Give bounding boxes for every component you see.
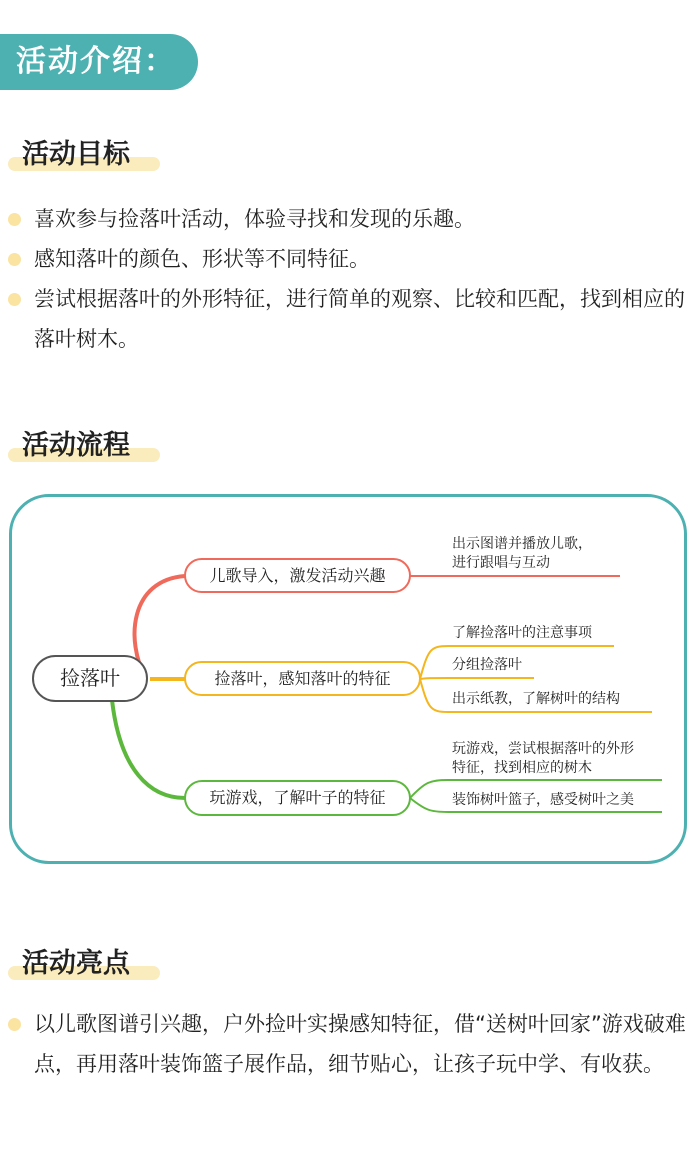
mindmap-leaf-1-2: 出示纸教，了解树叶的结构 [452, 691, 620, 707]
goals-title: 活动目标 [22, 139, 130, 170]
connector-branch-2 [112, 700, 185, 798]
bullet-dot-icon [8, 1018, 21, 1031]
mindmap-branch-2: 玩游戏，了解叶子的特征 [184, 780, 411, 816]
connector-leaf-1-1 [420, 678, 534, 679]
highlights-list [8, 1004, 688, 1084]
mindmap-branch-1: 捡落叶，感知落叶的特征 [184, 661, 421, 696]
mindmap-leaf-2-0: 玩游戏，尝试根据落叶的外形 特征，找到相应的树木 [452, 741, 634, 776]
mindmap-leaf-2-1: 装饰树叶篮子，感受树叶之美 [452, 792, 634, 808]
list-item: 感知落叶的颜色、形状等不同特征。 [8, 239, 688, 279]
process-title: 活动流程 [22, 430, 130, 461]
list-item: 尝试根据落叶的外形特征，进行简单的观察、比较和匹配，找到相应的落叶树木。 [8, 279, 688, 359]
mindmap-leaf-1-1: 分组捡落叶 [452, 657, 522, 673]
mindmap-leaf-1-0: 了解捡落叶的注意事项 [452, 625, 592, 641]
list-item: 喜欢参与捡落叶活动，体验寻找和发现的乐趣。 [8, 199, 688, 239]
highlights-title: 活动亮点 [22, 948, 130, 979]
intro-title: 活动介绍： [16, 44, 176, 79]
mindmap-branch-0: 儿歌导入，激发活动兴趣 [184, 558, 411, 593]
list-item: 以儿歌图谱引兴趣，户外捡叶实操感知特征，借“送树叶回家”游戏破难点，再用落叶装饰篮子展作品，细节贴心，让孩子玩中学、有收获。 [8, 1004, 688, 1084]
mindmap-center-node: 捡落叶 [32, 655, 148, 702]
mindmap-leaf-0-0: 出示图谱并播放儿歌， 进行跟唱与互动 [452, 536, 592, 571]
